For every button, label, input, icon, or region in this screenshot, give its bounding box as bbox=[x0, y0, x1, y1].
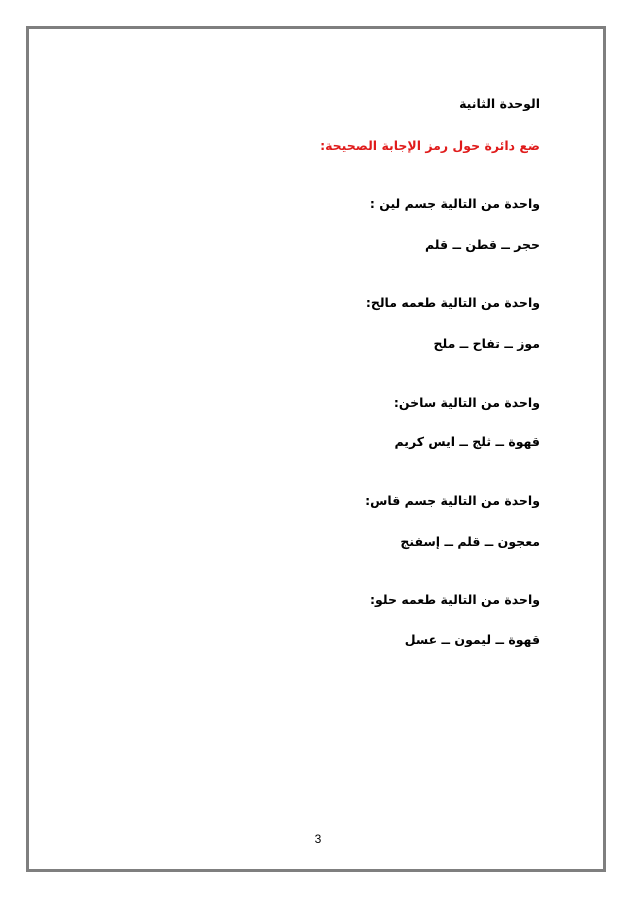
question-1-options: حجر ــ قطن ــ قلم bbox=[425, 237, 540, 252]
question-2-prompt: واحدة من التالية طعمه مالح: bbox=[365, 295, 540, 310]
question-3-prompt: واحدة من التالية ساخن: bbox=[393, 395, 540, 410]
question-4-prompt: واحدة من التالية جسم قاس: bbox=[365, 493, 540, 508]
unit-title: الوحدة الثانية bbox=[459, 96, 540, 111]
question-4-options: معجون ــ قلم ــ إسفنج bbox=[400, 534, 540, 549]
question-3-options: قهوة ــ ثلج ــ ايس كريم bbox=[394, 434, 540, 449]
question-5-prompt: واحدة من التالية طعمه حلو: bbox=[370, 592, 540, 607]
question-5-options: قهوة ــ ليمون ــ عسل bbox=[404, 632, 540, 647]
instruction-text: ضع دائرة حول رمز الإجابة الصحيحة: bbox=[320, 138, 540, 153]
page-number: 3 bbox=[314, 832, 322, 846]
question-2-options: موز ــ تفاح ــ ملح bbox=[433, 336, 540, 351]
question-1-prompt: واحدة من التالية جسم لين : bbox=[369, 196, 540, 211]
